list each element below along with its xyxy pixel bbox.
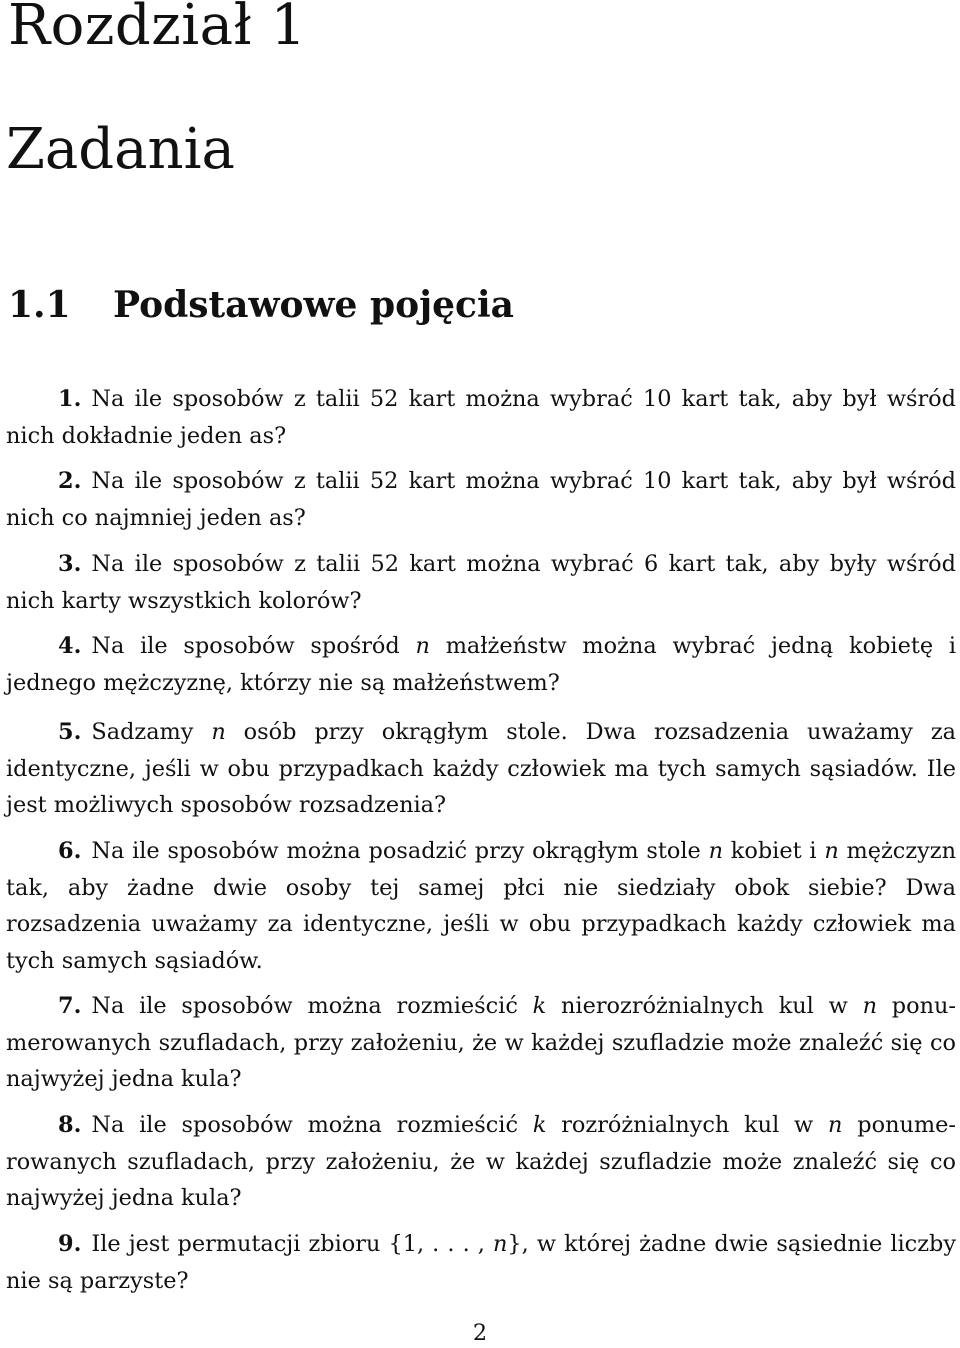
problem-6 (6, 833, 956, 979)
problem-5 (6, 714, 956, 824)
problem-number: 8. (58, 1112, 82, 1139)
problem-text: Na ile sposobów z talii 52 kart można wybrać 10 kart tak, aby był wśród nich co najmniej jeden as? (6, 468, 956, 531)
problem-text: kobiet i (723, 838, 825, 865)
math-variable: k (532, 993, 547, 1020)
problem-text: Na ile sposobów z talii 52 kart można wybrać 6 kart tak, aby były wśród nich karty wszystkich kolorów? (6, 551, 956, 614)
section-heading (8, 281, 514, 329)
math-variable: n (211, 719, 226, 746)
problem-text: Na ile sposobów z talii 52 kart można wybrać 10 kart tak, aby był wśród nich dokładnie jeden as? (6, 386, 956, 449)
math-variable: n (828, 1112, 843, 1139)
problem-number: 1. (58, 386, 82, 413)
problem-number: 5. (58, 719, 82, 746)
problem-text: nierozróżnialnych kul w (546, 993, 863, 1020)
math-variable: n (492, 1231, 508, 1258)
problem-1 (6, 381, 956, 454)
problem-3 (6, 546, 956, 619)
problem-number: 7. (58, 993, 82, 1020)
problem-text: mężczyzn tak, aby żadne dwie osoby tej samej płci nie siedziały obok siebie? Dwa rozsadzenia uważamy za identyczne, jeśli w obu przypadkach każdy człowiek ma tych samych sąsiadów. (6, 838, 956, 974)
math-variable: n (862, 993, 877, 1020)
problem-text: Na ile sposobów spośród (91, 633, 416, 660)
math-variable: n (824, 838, 839, 865)
problem-number: 3. (58, 551, 82, 578)
problem-4 (6, 628, 956, 701)
problem-text: Sadzamy (91, 719, 212, 746)
problem-text: Na ile sposobów można posadzić przy okrągłym stole (91, 838, 709, 865)
problem-text: }, w której żadne dwie sąsiednie liczby nie są parzyste? (6, 1231, 956, 1294)
page-number: 2 (472, 1320, 488, 1346)
math-variable: n (415, 633, 430, 660)
problem-text: osób przy okrągłym stole. Dwa rozsadzenia uważamy za identyczne, jeśli w obu przypadkach każdy człowiek ma tych samych sąsiadów. Ile jest możliwych sposobów rozsadzenia? (6, 719, 956, 819)
section-title: Podstawowe pojęcia (113, 284, 514, 326)
problem-7 (6, 988, 956, 1098)
problem-2 (6, 463, 956, 536)
problem-number: 6. (58, 838, 82, 865)
problem-number: 4. (58, 633, 82, 660)
problem-8 (6, 1107, 956, 1217)
section-number: 1.1 (8, 284, 71, 326)
problem-number: 2. (58, 468, 82, 495)
problem-text: ponumerowanych szufladach, przy założeniu, że w każdej szufladzie może znaleźć się co najwyżej jedna kula? (6, 993, 956, 1093)
chapter-label: Rozdział 1 (8, 0, 307, 58)
math-variable: n (708, 838, 724, 865)
problem-text: Ile jest permutacji zbioru {1, . . . , (91, 1231, 493, 1258)
problem-text: rozróżnialnych kul w (546, 1112, 829, 1139)
problem-text: małżeństw można wybrać jedną kobietę i jednego mężczyznę, którzy nie są małżeństwem? (6, 633, 956, 696)
problem-9 (6, 1226, 956, 1299)
problem-text: ponumerowanych szufladach, przy założeniu, że w każdej szufladzie może znaleźć się co najwyżej jedna kula? (6, 1112, 956, 1212)
math-variable: k (532, 1112, 547, 1139)
problem-text: Na ile sposobów można rozmieścić (91, 993, 533, 1020)
problem-text: Na ile sposobów można rozmieścić (91, 1112, 533, 1139)
chapter-title: Zadania (6, 117, 235, 182)
problem-number: 9. (58, 1231, 82, 1258)
